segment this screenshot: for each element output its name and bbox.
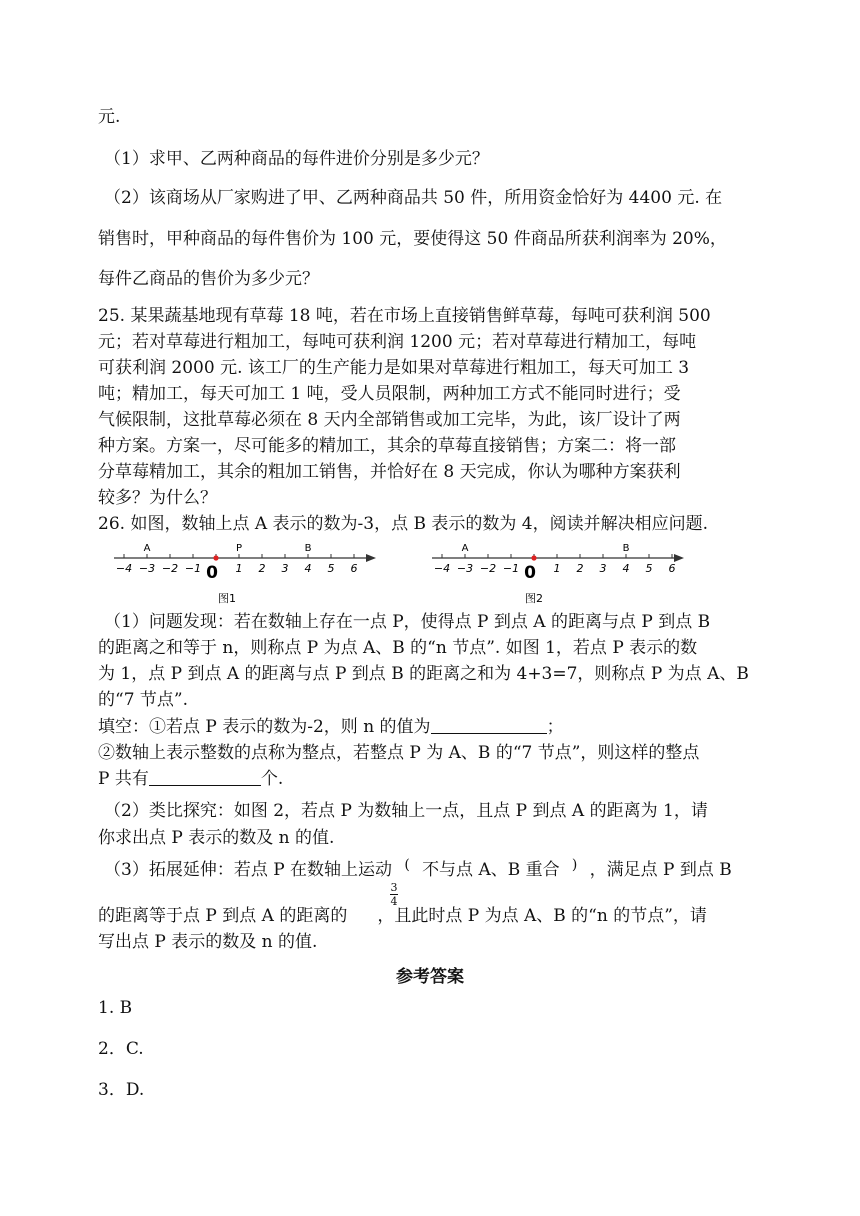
- fill-2-end: 个.: [260, 769, 284, 789]
- q26-part3-line3: 写出点 P 表示的数及 n 的值.: [98, 932, 318, 952]
- q26-part3-line1: [104, 859, 732, 882]
- q25-line: 分草莓精加工，其余的粗加工销售，并恰好在 8 天完成，你认为哪种方案获利: [98, 462, 681, 482]
- origin-label: 0: [206, 563, 218, 583]
- point-a-label: A: [461, 543, 469, 554]
- q25-line: 25. 某果蔬基地现有草莓 18 吨，若在市场上直接销售鲜草莓，每吨可获利润 500: [98, 306, 711, 326]
- q24-part2-line3: 每件乙商品的售价为多少元？: [98, 269, 319, 289]
- tick-label: 3: [281, 562, 289, 575]
- q26-part2-line1: （2）类比探究：如图 2，若点 P 为数轴上一点，且点 P 到点 A 的距离为 1，请: [104, 801, 708, 821]
- q25-line: 较多？为什么？: [98, 488, 217, 508]
- point-b-label: B: [304, 543, 312, 554]
- fill-1-end: ；: [546, 717, 564, 737]
- tick-label: 1: [553, 562, 561, 575]
- origin-point: [213, 555, 218, 560]
- point-p-label: P: [235, 543, 243, 554]
- q24-tail: 元.: [98, 107, 121, 127]
- fraction-numerator: 3: [390, 881, 398, 894]
- tick-label: 5: [327, 562, 335, 575]
- tick-label: 4: [622, 562, 630, 575]
- q26-part3-text: 不与点 A、B 重合: [422, 860, 560, 880]
- paren-right: ): [571, 857, 578, 873]
- q25-line: 气候限制，这批草莓必须在 8 天内全部销售或加工完毕，为此，该厂设计了两: [98, 410, 681, 430]
- tick-label: 5: [645, 562, 653, 575]
- tick-label: 1: [235, 562, 243, 575]
- q26-part1-line: 的距离之和等于 n，则称点 P 为点 A、B 的“n 节点”. 如图 1，若点 P 表示的数: [98, 638, 698, 658]
- fill-1-text: 填空：①若点 P 表示的数为-2，则 n 的值为: [98, 717, 431, 737]
- paren-left: (: [404, 857, 410, 873]
- q25-line: 种方案。方案一，尽可能多的精加工，其余的草莓直接销售；方案二：将一部: [98, 436, 676, 456]
- origin-point: [531, 555, 536, 560]
- fraction-three-quarters: [390, 882, 398, 907]
- fill-in-question-2-cont: [98, 768, 283, 790]
- answer-item: 1. B: [98, 998, 133, 1018]
- tick-label: 6: [350, 562, 358, 575]
- fill-in-question-1: [98, 716, 564, 738]
- q25-line: 吨；精加工，每天可加工 1 吨，受人员限制，两种加工方式不能同时进行；受: [98, 384, 681, 404]
- tick-label: −4: [115, 562, 133, 575]
- tick-label: 3: [599, 562, 607, 575]
- number-line-figure-2: [430, 540, 700, 606]
- point-b-label: B: [622, 543, 630, 554]
- tick-label: −4: [433, 562, 451, 575]
- q26-part3-text: （3）拓展延伸：若点 P 在数轴上运动: [104, 860, 393, 880]
- q26-part3-text: ，满足点 P 到点 B: [589, 860, 732, 880]
- fill-2-text: P 共有: [98, 769, 149, 789]
- q26-intro: 26. 如图，数轴上点 A 表示的数为-3，点 B 表示的数为 4，阅读并解决相应问题.: [98, 514, 709, 534]
- figure-1-caption: 图1: [218, 592, 236, 605]
- q24-part2-line1: （2）该商场从厂家购进了甲、乙两种商品共 50 件，所用资金恰好为 4400 元. 在: [104, 188, 723, 208]
- origin-label: 0: [524, 563, 536, 583]
- fill-in-question-2: ②数轴上表示整数的点称为整点，若整点 P 为 A、B 的“7 节点”，则这样的整点: [98, 743, 700, 763]
- tick-label: −2: [479, 562, 497, 575]
- q26-part1-line: 为 1，点 P 到点 A 的距离与点 P 到点 B 的距离之和为 4+3=7，则称点 P 为点 A、B: [98, 664, 749, 684]
- q26-part3-text: 的距离等于点 P 到点 A 的距离的: [98, 906, 348, 926]
- q26-part3-text: ，且此时点 P 为点 A、B 的“n 的节点”，请: [377, 906, 707, 926]
- point-a-label: A: [143, 543, 151, 554]
- tick-label: 2: [576, 562, 584, 575]
- answer-blank-2[interactable]: [149, 768, 261, 786]
- q26-part2-line2: 你求出点 P 表示的数及 n 的值.: [98, 828, 335, 848]
- q25-line: 元；若对草莓进行粗加工，每吨可获利润 1200 元；若对草莓进行精加工，每吨: [98, 332, 697, 352]
- q26-part1-line: 的“7 节点”.: [98, 690, 189, 710]
- tick-label: −3: [138, 562, 156, 575]
- tick-label: 6: [668, 562, 676, 575]
- q24-part2-line2: 销售时，甲种商品的每件售价为 100 元，要使得这 50 件商品所获利润率为 20%，: [98, 229, 727, 249]
- figure-2-caption: 图2: [525, 592, 543, 605]
- answer-item: 3．D.: [98, 1080, 145, 1100]
- answer-item: 2．C.: [98, 1039, 144, 1059]
- tick-label: −1: [184, 562, 202, 575]
- answer-blank-1[interactable]: [431, 716, 547, 734]
- number-line-figure-1: [112, 540, 382, 606]
- q25-line: 可获利润 2000 元. 该工厂的生产能力是如果对草莓进行粗加工，每天可加工 3: [98, 358, 690, 378]
- tick-label: −1: [502, 562, 520, 575]
- answers-heading: 参考答案: [396, 967, 464, 987]
- fraction-denominator: 4: [390, 895, 398, 908]
- tick-label: 4: [304, 562, 312, 575]
- tick-label: −3: [456, 562, 474, 575]
- tick-label: 2: [258, 562, 266, 575]
- q24-part1: （1）求甲、乙两种商品的每件进价分别是多少元？: [104, 149, 489, 169]
- q26-part3-line2: [98, 905, 707, 927]
- q26-part1-line: （1）问题发现：若在数轴上存在一点 P，使得点 P 到点 A 的距离与点 P 到点 B: [104, 612, 711, 632]
- tick-label: −2: [161, 562, 179, 575]
